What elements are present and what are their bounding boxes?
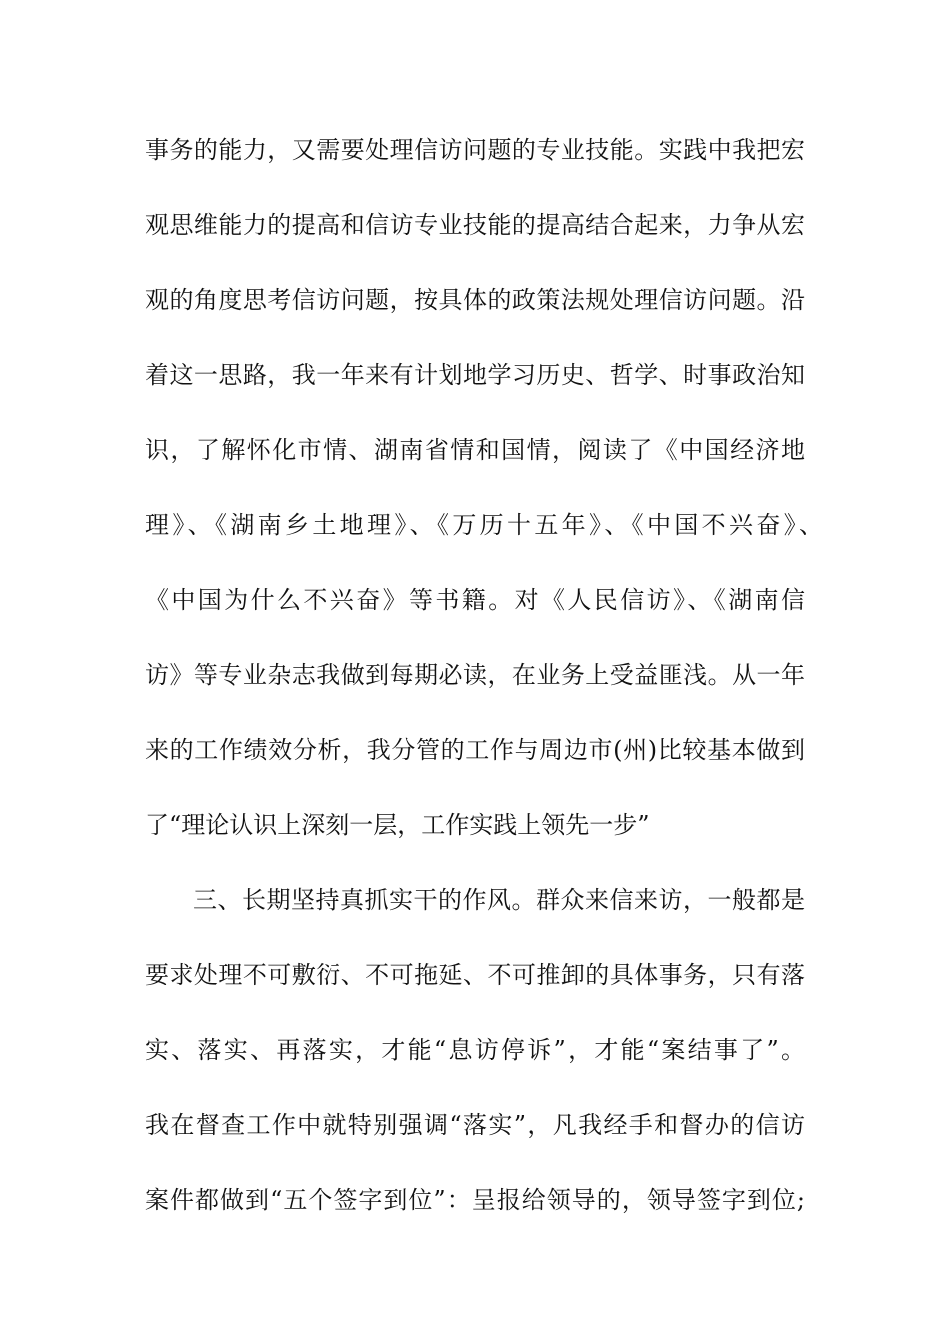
paragraph-end-line: 了“理论认识上深刻一层，工作实践上领先一步” [145,811,650,839]
text-line: 观的角度思考信访问题，按具体的政策法规处理信访问题。沿 [145,286,805,314]
text-line: 事务的能力，又需要处理信访问题的专业技能。实践中我把宏 [145,136,805,164]
text-line: 实、落实、再落实，才能“息访停诉”，才能“案结事了”。 [145,1036,805,1064]
text-line: 识，了解怀化市情、湖南省情和国情，阅读了《中国经济地 [145,436,805,464]
text-line: 来的工作绩效分析，我分管的工作与周边市(州)比较基本做到 [145,736,805,764]
text-line: 案件都做到“五个签字到位”：呈报给领导的，领导签字到位; [145,1186,805,1214]
paragraph-first-line: 三、长期坚持真抓实干的作风。群众来信来访，一般都是 [193,886,805,914]
text-line: 观思维能力的提高和信访专业技能的提高结合起来，力争从宏 [145,211,805,239]
text-line: 理》、《湖南乡土地理》、《万历十五年》、《中国不兴奋》、 [145,511,823,539]
text-line: 着这一思路，我一年来有计划地学习历史、哲学、时事政治知 [145,361,805,389]
text-line: 要求处理不可敷衍、不可拖延、不可推卸的具体事务，只有落 [145,961,805,989]
text-line: 访》等专业杂志我做到每期必读，在业务上受益匪浅。从一年 [145,661,805,689]
text-line: 《中国为什么不兴奋》等书籍。对《人民信访》、《湖南信 [145,586,805,614]
text-line: 我在督查工作中就特别强调“落实”，凡我经手和督办的信访 [145,1111,805,1139]
